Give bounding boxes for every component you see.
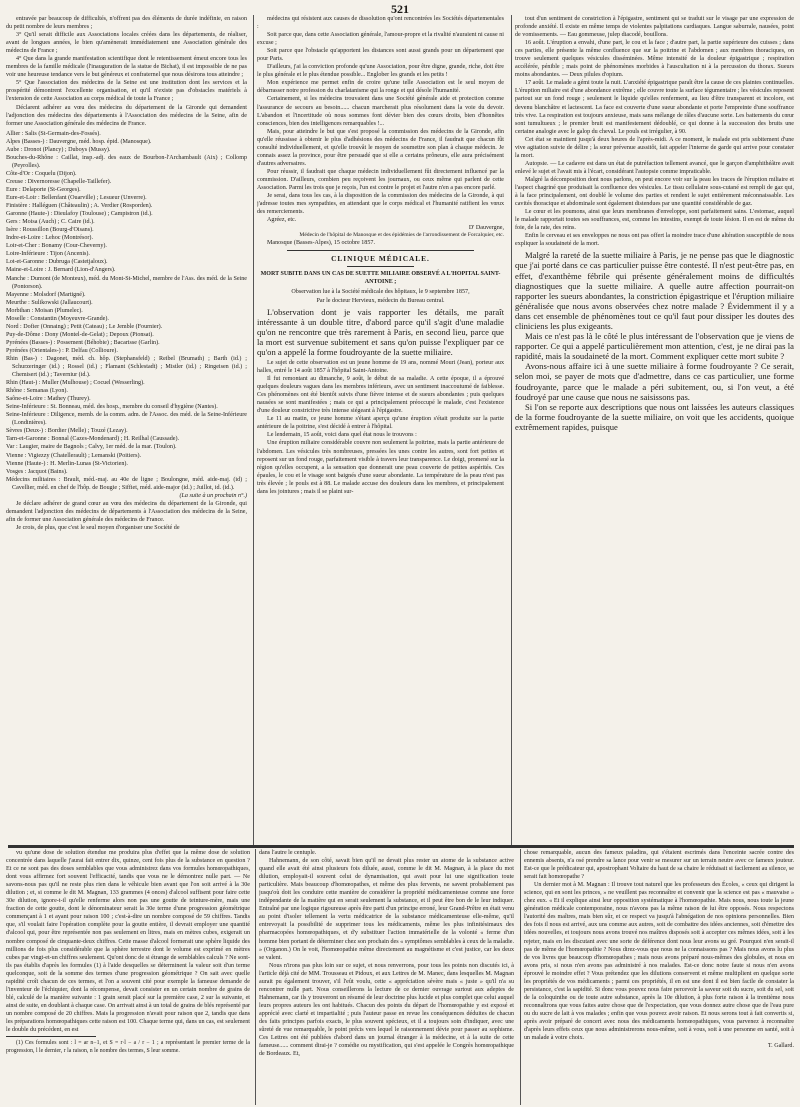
paragraph: Le 11 au matin, ce jeune homme s'étant aperçu qu'une éruption s'était produite sur la partie antérieure de la poitrine, s'est décidé à entrer à l'hôpital. (257, 416, 504, 431)
paragraph: 5° Que l'association des médecins de la Seine est une institution dont les services et la prospérité démontrent l'excellente organisation, et qu'il n'existe pas d'obstacles matériels à l'extension de cette Association au corps médical de toute la France ; (6, 80, 247, 103)
column-3 (515, 15, 794, 845)
paragraph: Hahnemann, de son côté, savait bien qu'il ne devait plus rester un atome de la substance active quand elle avait été ainsi plusieurs fois diluée, aussi, comme le dit M. Magnan, à la place du mot dilution, employait-il souvent celui de dynamisation, qui avait pour lui une signification toute particulière. Mais beaucoup d'homœopathes, et même des plus fervents, ne savent probablement pas jusqu'où doit les conduire cette manière de considérer la propriété médicamenteuse comme une force indépendante de la matière qui en serait seulement la substance, et il peut être bon de le leur indiquer. Entraîné par une logique rigoureuse après être parti d'un principe erroné, leur Grand-Prêtre en était venu au point d'isoler tellement la vertu médicatrice de la substance médicamenteuse elle-même, qu'il entrevoyait la possibilité de supprimer tous les médicaments, même les plus infinitésimaux des pharmacopées homœopathiques, et d'y substituer l'action immatérielle de la volonté « ferme d'un homme bien portant de déterminer chez son prochain des « symptômes semblables à ceux de la maladie. » (Organon.) On le voit, l'homœopathie même directement au magnétisme et c'est justice, car les deux se valent. (259, 858, 514, 961)
paragraph: Autopsie. — Le cadavre est dans un état de putréfaction tellement avancé, que le garçon d'amphithéâtre avait enlevé le sujet et l'avait mis à l'écart, considérant l'autopsie comme impraticable. (515, 160, 794, 175)
list-item: Aube : Dronot (Plancy) ; Duboys (Mussy). (6, 146, 111, 153)
paragraph: Malgré la rareté de la suette miliaire à Paris, je ne pense pas que le diagnostic que j'ai porté dans ce cas particulier puisse être contesté. Il n'est peut-être pas, en effet, d'exanthème fébrile qui présente généralement moins de difficultés diagnostiques que la suette miliaire. A quelle autre affection pourrait-on rapporter les sueurs abondantes, la constriction épigastrique et l'éruption miliaire généralisée que nous avons observées chez notre malade ? Évidemment il y a dans cet ensemble de phénomènes tout ce qu'il faut pour dissiper les doutes des cliniciens les plus exigeants. (515, 250, 794, 332)
paragraph: Mon expérience me permet enfin de croire qu'une telle Association est le seul moyen de débarrasser notre profession du charlatanisme qui la ronge et qui désole l'humanité. (257, 80, 504, 95)
paragraph: Enfin le cerveau et ses enveloppes ne nous ont pas offert la moindre trace d'une altération susceptible de nous expliquer la soudaineté de la mort. (515, 233, 794, 248)
paragraph: Une éruption miliaire considérable couvre non seulement la poitrine, mais la partie antérieure de l'abdomen. Les vésicules très nombreuses, pressées les unes contre les autres, sont fort petites et reposent sur un fond rouge, parfaitement visible à travers leur transparence. Le doigt, promené sur la région qu'elles occupent, a la sensation que donnerait une peau couverte de petites aspérités. Ces épaules, le cou et le visage sont baignés d'une sueur abondante. La température de la peau n'est pas très élevée ; le pouls est à 88. Le malade accuse des douleurs dans les membres, et principalement dans les jointures ; mais il se plaint sur- (257, 440, 504, 495)
list-item: Saône-et-Loire : Mathey (Thurey). (6, 396, 91, 403)
list-item: Rhin (Haut-) : Muller (Mulhouse) ; Cocuel (Wesserling). (6, 380, 145, 387)
list-item: Bouches-du-Rhône : Caillat, insp.-adj. des eaux de Bourbon-l'Archambault (Aix) ; Collomp (Peyrolles). (6, 154, 247, 169)
lead-paragraph: L'observation dont je vais rapporter les détails, me paraît intéressante à un double titre, d'abord parce qu'il s'agit d'une maladie qu'on ne rencontre que très rarement à Paris, en second lieu, parce que la mort est survenue subitement et sans qu'on puisse l'expliquer par ce qu'on a appelé la forme foudroyante de la suette miliaire. (257, 306, 504, 357)
lower-column-1 (6, 849, 250, 1105)
page-number: 521 (391, 2, 409, 16)
paragraph: Malgré la décomposition dont nous parlons, on peut encore voir sur la peau les traces de l'éruption miliaire et l'aspect chagriné que produisait la confluence des vésicules. Le tissu cellulaire sous-cutané est rempli de gaz qui, à la face principalement, ont doublé le volume des parties et rendent le sujet entièrement méconnaissable. Les cavités thoracique et abdominale sont également distendues par une quantité considérable de gaz. (515, 176, 794, 208)
column-divider (520, 849, 521, 1105)
column-divider (253, 15, 254, 845)
paragraph: Nous n'irons pas plus loin sur ce sujet, et nous renverrons, pour tous les points non discutés ici, à l'article déjà cité de MM. Trousseau et Pidoux, et aux Lettres de M. Manec, dans lesquelles M. Magnan aurait pu également trouver, s'il l'eût voulu, cette « appréciation sévère mais « juste » qu'il n'a su rencontrer nulle part. Nous conseillerons la lecture de ce dernier ouvrage surtout aux adeptes de Hahnemann, car ils y trouveront un résumé de leur doctrine plus lucide et plus complet que celui auquel leurs propres auteurs les ont habitués. Chacun des points du départ de l'homœopathie y est exposé et apprécié avec clarté et impartialité ; puis l'auteur passe en revue les conséquences déduites de chacun des faits principes parfois exacts, le plus souvent spécieux, et il a toujours soin d'indiquer, avec une sûreté de vue remarquable, le point précis vers lequel le raisonnement dévie pour passer au sophisme. Ces Lettres ont été publiées d'abord dans un journal étranger à la médecine, et à la suite de cette fameuse...... comment dirai-je ? comédie ou mystification, qui s'est appelée le Congrès homœopathique de Bordeaux. Et, (259, 962, 514, 1058)
paragraph: Le lendemain, 15 août, voici dans quel état nous le trouvons : (267, 432, 417, 439)
list-item: Loire-Inférieure : Tijon (Ancenis). (6, 251, 90, 258)
paragraph: Le cœur et les poumons, ainsi que leurs membranes d'enveloppe, sont parfaitement sains. L'estomac, auquel le malade rapportait toutes ses souffrances, est, comme les intestins, exempt de toute lésion. Il en est de même du foie, de la rate, des reins. (515, 209, 794, 232)
paragraph: vu qu'une dose de solution étendue me produira plus d'effet que la même dose de solution concentrée dans laquelle j'aurai fait entrer dix, quinze, cent fois plus de la substance en question ? Et ce ne sont pas des doses semblables que vous administrez dans vos formules homœopathiques, dont vous affirmez fort souvent l'efficacité, tandis que vous ne le démontrez nulle part. — Ne savons-nous pas qu'il ne reste plus rien dans le véhicule bien avant que l'on soit arrivé à la 30e dilution ; et, si comme le dit M. Magnan, 133 grammes (4 onces) d'alcool suffisent pour faire cette 30e dilution, ignore-t-il qu'elle renferme alors non pas une goutte de teinture-mère, mais une fraction de cette goutte, dont le dénominateur serait la 30e terme d'une progression géométrique commençant à 1 et ayant pour raison 100 ; c'est-à-dire un nombre composé de 59 chiffres. Tandis que, s'il voulait faire l'opération complète pour la goutte entière, il devrait employer une quantité d'alcool qui, pour être représentée non pas seulement en litres, mais en mètres cubes, exigerait un nombre composé de cinquante-deux chiffres. Cette masse d'alcool formerait une sphère liquide des millions de fois plus considérable que la sphère terrestre dont le volume est exprimé en mètres cubes par vingt-et-un chiffres seulement. Qu'ont donc de si étrange de semblables calculs ? Ne sont-ils pas établis d'après les formules (1) à l'aide desquelles se déterminent la valeur soit d'un terme quelconque, soit de la somme des termes d'une progression géométrique ? On sait avec quelle rapidité croît chacun de ces termes, et l'on a souvent cité pour exemple la fameuse demande de l'inventeur de l'échiquier, dont la récompense, devait consister en un certain nombre de grains de blé, calculé de la manière suivante : 1 grain serait placé sur la première case, 2 sur la suivante, et ainsi de suite, en doublant à chaque case. On arrivait ainsi à un total de grains de blés représenté par un nombre composé de 20 chiffres. Mais la progression n'avait pour raison que 2, tandis que dans les préparations homœopathiques cette raison est 100. Chaque terme qui, dans un cas, est seulement le double du précédent, en est (6, 850, 250, 1034)
signature-name: D' Dauvergne, (468, 225, 504, 232)
list-item: Meurthe : Sulikowski (Jallaucourt). (6, 299, 93, 306)
list-item: Allier : Salis (St-Germain-des-Fossés). (6, 130, 101, 137)
paragraph: Mais ce n'est pas là le côté le plus intéressant de l'observation que je viens de rapporter. Ce qui a appelé particulièrement mon attention, c'est, je ne dirai pas la rapidité, mais la soudaineté de la mort. Comment expliquer cette mort subite ? (515, 331, 794, 362)
list-item: Vosges : Jacquot (Bains). (6, 468, 68, 475)
article-author: Par le docteur Hervieux, médecin du Bureau central. (316, 297, 445, 304)
list-item: Tarn-et-Garonne : Bonnal (Cazes-Mondenard) ; H. Reilhal (Caussade). (6, 436, 180, 443)
list-item: Pyrénées (Orientales-) : P. Delfau (Collioure). (6, 347, 118, 354)
list-item: Pyrénées (Basses-) : Possement (Béhobie) ; Bacarisse (Garlin). (6, 339, 160, 346)
letter-closing: Agréez, etc. (267, 217, 297, 224)
paragraph: Je crois, de plus, que c'est le seul moyen d'organiser une Société de (16, 524, 180, 531)
list-item: Mayenne : Molsdorf (Martigné). (6, 291, 86, 298)
paragraph: Avons-nous affaire ici à une suette miliaire à forme foudroyante ? Ce serait, selon moi, se payer de mots que d'admettre, dans ce cas particulier, une forme foudroyante, parce que le malade a péri subitement, ou, si l'on veut, a été foudroyé par une cause que nous ne saisissons pas. (515, 361, 794, 402)
paragraph: Déclarent adhérer au vœu des médecins du département de la Gironde qui demandent l'adjonction des médecins des départements à l'Association des médecins de la Seine, afin de former une Association générale des médecins de France. (6, 104, 247, 127)
paragraph: 16 août. L'éruption a envahi, d'une part, le cou et la face ; d'autre part, la partie supérieure des cuisses ; dans ces parties, elle présente la même confluence que sur la poitrine et l'abdomen ; aux membres thoraciques, on trouve seulement quelques vésicules disséminées. Même intensité de la douleur épigastrique ; respiration accélérée, pénible ; mais point de phénomènes morbides à l'auscultation ni à la percussion du thorax. Sueurs moins abondantes. — Deux pilules d'opium. (515, 40, 794, 79)
list-item: Morbihan : Moisan (Plumelec). (6, 307, 83, 314)
section-divider (8, 845, 794, 848)
signature: T. Gallard. (767, 1043, 794, 1050)
paragraph: 4° Que dans la grande manifestation scientifique dont le retentissement émeut encore tous les membres de la famille médicale (l'inauguration de la statue de Bichat), il est impossible de ne pas voir une heureuse tendance vers le but généreux et confraternel que nous désirons tous atteindre ; (6, 56, 247, 79)
column-1 (6, 15, 247, 845)
paragraph: D'ailleurs, j'ai la conviction profonde qu'une Association, pour être digne, grande, riche, doit être le plus générale et le plus étendue possible... Englober les grands et les petits ! (257, 64, 504, 79)
paragraph: Si l'on se reporte aux descriptions que nous ont laissées les auteurs classiques de la forme foudroyante de la suette miliaire, on voit que les accidents, quoique extrêmement rapides, puisque (515, 401, 794, 432)
paragraph: Je déclare adhérer de grand cœur au vœu des médecins du département de la Gironde, qui demandent l'adjonction des médecins de départements à l'Association des médecins de la Seine, afin de former une Association générale des médecins de France. (6, 500, 247, 523)
paragraph: Mais, pour atteindre le but que s'est proposé la commission des médecins de la Gironde, afin qu'elle réussisse à obtenir le plus d'adhésions des médecins de France, il faudrait que chacun fût consulté individuellement, et qu'elle trouvât le moyen de soumettre son plan à chaque médecin. Je connais assez la province, pour être persuadé que si elle a certains prôneurs, elle aura précisément d'autres adversaires. (257, 128, 504, 167)
list-item: Puy-de-Dôme : Dony (Montel-de-Gelat) ; Depoux (Pionsat). (6, 331, 154, 338)
section-title: CLINIQUE MÉDICALE. (331, 254, 430, 264)
paragraph: médecins qui résistent aux causes de dissolution qu'ont rencontrées les Sociétés départementales : (257, 16, 504, 31)
paragraph: Soit parce que, dans cette Association générale, l'amour-propre et la rivalité n'auraient ni cause ni excuse ; (257, 32, 504, 47)
list-item: Seine-Inférieure : St. Bonneau, méd. des hosp., membre du conseil d'hygiène (Nantes). (6, 404, 218, 411)
list-item: Eure-et-Loir : Bellenfant (Ouarville) ; Lesueur (Unverre). (6, 195, 147, 202)
upper-section (6, 15, 794, 845)
column-2 (257, 15, 504, 845)
observation-note: Observation lue à la Société médicale des hôpitaux, le 9 septembre 1857, (291, 289, 470, 296)
list-item: Rhône : Semanas (Lyon). (6, 388, 68, 395)
list-item: Garonne (Haute-) : Dieulafoy (Toulouse) ; Campistron (id.). (6, 211, 153, 218)
paragraph: chose remarquable, aucun des fameux paladins, qui s'étaient escrimés dans l'enceinte sacrée contre des ennemis absents, n'a osé prendre sa lance pour venir se mesurer sur un terrain neutre avec ce fameux jouteur. Est-ce que le prédicateur qui, apostrophant Voltaire du haut de sa chaire le réduisait si facilement au silence, se serait fait homœopathe ? (524, 850, 794, 881)
list-item: Manche : Dumont (de Monteux), méd. du Mont-St-Michel, membre de l'Ass. des méd. de la Seine (Pontorson). (6, 275, 247, 290)
paragraph: Un dernier mot à M. Magnan : Il trouve tout naturel que les professeurs des Écoles, « ceux qui dirigent la science, qui en sont les princes, » ne veuillent pas reconnaître et convenir que la science est pas « mauvaise » chez eux. « Et il explique ainsi leur opposition systématique à l'homœopathie. Mais nous, nous toute la jeune génération médicale contemporaine, nous n'avons pas la même raison de lui être opposés. Nous respectons l'autorité des maîtres, mais bien sûr, et ce respect va jusqu'à l'abnégation de nos opinions personnelles. Bien des fois il nous est arrivé, aux uns comme aux autres, soit de combattre des idées anciennes, soit d'émettre des idées nouvelles, et toujours nous avons trouvé nos maîtres disposés soit à accepter ces mêmes idées, soit à les rejeter, mais en les discutant avec une sorte de déférence dont nous leur avons su gré. Pourquoi n'en serait-il pas de même de l'homœopathie ? Nous direz-vous que nous ne la connaissons pas ? Mais nous avons lu plus de vos livres que beaucoup d'homœopathes ; mais nous avons préparé nous-mêmes des globules, et nous en avons pris, si nous n'en avons pas administré à nos malades. Est-ce donc notre faute si nous n'en avons éprouvé le moindre effet ? Vous prétendez que les dilutions conservent et même multiplient en quelque sorte les propriétés de vos médicaments ; parmi ces propriétés, il en est une dont il est bien facile de constater la persistance, c'est la sapidité. Si donc vous pouvez nous faire percevoir la saveur soit du sucre, soit du sel, soit de la coloquinthe ou de toute autre substance, après la 10e dilution, à plus forte raison à la trentième nous reconnaîtrons que vous faites autre chose que de l'expectation, que vous donnez autre chose que de l'eau pure ou du sucre de lait à vos malades ; enfin que vous pouvez avoir raison. Et nous serons tout à fait convertis si, après avoir préparé de concert avec nous des médicaments homœopathiques, vous parvenez à reconnaître d'après leurs effets ceux que nous administrerons nous-même, soit à vous, soit à une personne en santé, soit à un malade à votre choix. (524, 882, 794, 1042)
footnote: (1) Ces formules sont : l = ar n−1, et S = r·l − a / r − 1 ; a représentant le premier terme de la progression, l le dernier, r la raison, n le nombre des termes, S leur somme. (6, 1040, 250, 1054)
list-item: Isère : Roussillon (Bourg-d'Oisans). (6, 227, 94, 234)
paragraph: Soit parce que l'obstacle qu'apportent les distances sont aussi grands pour un département que pour Paris. (257, 48, 504, 63)
paragraph: Je serai, dans tous les cas, à la disposition de la commission des médecins de la Gironde, à qui j'adresse toutes mes sympathies, en attendant que le corps médical et l'humanité ratifient les vœux des remerciements. (257, 193, 504, 216)
list-item: Sèvres (Deux-) : Bordier (Melle) ; Touzé (Lezay). (6, 428, 128, 435)
paragraph: dans l'autre le centuple. (259, 850, 317, 856)
list-item: Maine-et-Loire : J. Bernard (Lion-d'Angers). (6, 267, 116, 274)
list-item: Rhin (Bas-) : Dagonet, méd. ch. hôp. (Stephansfeld) ; Reibel (Brumath) ; Barth (id.) ; Schurzeringer (id.) ; Rossel (id.) ; Flamant (Schlestadt) ; Mistler (id.) ; Ringeisen (id.) ; Chemisert (id.) ; Taverniur (id.). (6, 355, 247, 379)
lower-section (6, 849, 794, 1105)
article-title: MORT SUBITE DANS UN CAS DE SUETTE MILIAIRE OBSERVÉ A L'HOPITAL SAINT-ANTOINE ; (260, 271, 501, 286)
place-date: Manosque (Basses-Alpes), 15 octobre 1857. (267, 240, 375, 247)
lower-column-3 (524, 849, 794, 1105)
list-item: Côte-d'Or : Coquelu (Dijon). (6, 170, 77, 177)
column-divider (511, 15, 512, 845)
list-item: Médecins militaires : Brault, méd.-maj. au 40e de ligne ; Boulongne, méd. aide-maj. (id) ; Cavellier, méd. en chef de l'hôp. de Bougie ; Siffiet, méd. aide-major (id.) ; Juillot, id. (id.). (6, 476, 247, 491)
list-item: Vienne (Haute-) : H. Merlin-Lunas (St-Victorien). (6, 460, 128, 467)
paragraph: tout d'un sentiment de constriction à l'épigastre, sentiment qui se traduit sur le visage par une expression de profonde anxiété. Il existe en même temps de violentes palpitations cardiaques. Langue saburrale, nausées, point de vomissements. — Eau gommeuse, julep diacodé, bouillons. (515, 16, 794, 39)
list-item: Nord : Dofier (Onnaing) ; Petit (Cateau) ; Le Jemble (Fournier). (6, 323, 163, 330)
list-item: Moselle : Constantin (Moyeuvre-Grande). (6, 315, 109, 322)
signature-title: Médecin de l'hôpital de Manosque et des épidémies de l'arrondissement de Forcalquier, etc. (299, 232, 504, 239)
list-item: Finistère : Halléguen (Châteaulin) ; A. Verdier (Rosporden). (6, 203, 153, 210)
continuation-note: (La suite à un prochain n°.) (179, 492, 247, 499)
list-item: Gers : Moisa (Auch) ; C. Caire (id.). (6, 219, 95, 226)
list-item: Indre-et-Loire : Lehoc (Montrésor). (6, 235, 93, 242)
paragraph: 17 août. Le malade a gémi toute la nuit. L'anxiété épigastrique paraît être la cause de ces plaintes continuelles. L'éruption miliaire est d'une abondance extrême ; elle couvre toute la surface tégumentaire ; les vésicules reposent partout sur un fond rouge ; seulement le liquide qu'elles renferment, au lieu d'être transparent et incolore, est devenu blanchâtre et lactescent. La face est couverte d'une sueur abondante et porte l'empreinte d'une souffrance très vive. La respiration est toujours anxieuse, mais sans mélange de râles d'aucune sorte. Les battements du cœur sont tumultueux ; le premier bruit est manifestement dédoublé, ce qui donne à la succession des bruits une certaine analogie avec le galop du cheval. Le pouls est irrégulier, à 90. (515, 80, 794, 135)
list-item: Creuse : Divernoresse (Chapelle-Taillefer). (6, 178, 112, 185)
paragraph: Il fut remontant au dimanche, 9 août, le début de sa maladie. A cette époque, il a éprouvé quelques douleurs vagues dans les membres inférieurs, avec un sentiment inaccoutumé de faiblesse. Ces phénomènes ont été bientôt suivis d'une fièvre intense et de sueurs abondantes ; puis quelques nausées se sont manifestées ; mais ce qui a principalement préoccupé le malade, c'est l'existence d'une douleur constrictive très intense siégeant à l'épigastre. (257, 376, 504, 415)
list-item: Lot-et-Garonne : Dubruga (Castetjaloux). (6, 259, 108, 266)
list-item: Loir-et-Cher : Bonamy (Cour-Cheverny). (6, 243, 107, 250)
list-item: Vienne : Vigiezzy (Chatellerault) ; Lemanski (Poitiers). (6, 452, 142, 459)
list-item: Eure : Delaporte (St-Georges). (6, 186, 81, 193)
list-item: Var : Laugier, maire de Bagnols ; Calvy, 1er méd. de la mar. (Toulon). (6, 444, 177, 451)
paragraph: Cet état se maintient jusqu'à deux heures de l'après-midi. A ce moment, le malade est pris subitement d'une vive agitation suivie de délire ; la sœur prévenue aussitôt, fait appeler l'interne de garde qui arrive pour constater la mort. (515, 136, 794, 159)
column-divider (255, 849, 256, 1105)
list-item: Seine-Inférieure : Diligence, memb. de la comm. adm. de l'Assoc. des méd. de la Seine-Inférieure (Londinières). (6, 412, 247, 427)
paragraph: Le sujet de cette observation est un jeune homme de 19 ans, nommé Mouri (Jean), porteur aux halles, entré le 14 août 1857 à l'hôpital Saint-Antoine. (257, 360, 504, 375)
paragraph: Certainement, si les médecins trouvaient dans une Société générale aide et protection comme l'assurance de secours au besoin...... chacun marcherait plus résolument dans la voie du devoir. L'abandon et l'incertitude où nous sommes font dévier bien des cœurs droits, bien d'honnêtes consciences, bien des intelligences remarquables !... (257, 96, 504, 127)
paragraph: 3° Qu'il serait difficile aux Associations locales créées dans les départements, de réaliser, avant de longues années, le bien qu'amènerait immédiatement une Association générale des médecins de France ; (6, 32, 247, 55)
paragraph: entravée par beaucoup de difficultés, n'offrent pas des éléments de durée indéfinie, en raison du petit nombre de leurs membres ; (6, 16, 247, 31)
list-item: Alpes (Basses-) : Dauvergne, méd. hosp. épid. (Manosque). (6, 138, 152, 145)
lower-column-2 (259, 849, 514, 1105)
paragraph: Pour réussir, il faudrait que chaque médecin individuellement fût directement influencé par la commission. D'ailleurs, combien peu reçoivent les journaux, ou ceux même qui parlent de cette Association. Parmi les trois que je reçois, l'un est contre le projet et l'autre n'en a pas encore parlé. (257, 168, 504, 191)
adherents-list (6, 130, 247, 492)
